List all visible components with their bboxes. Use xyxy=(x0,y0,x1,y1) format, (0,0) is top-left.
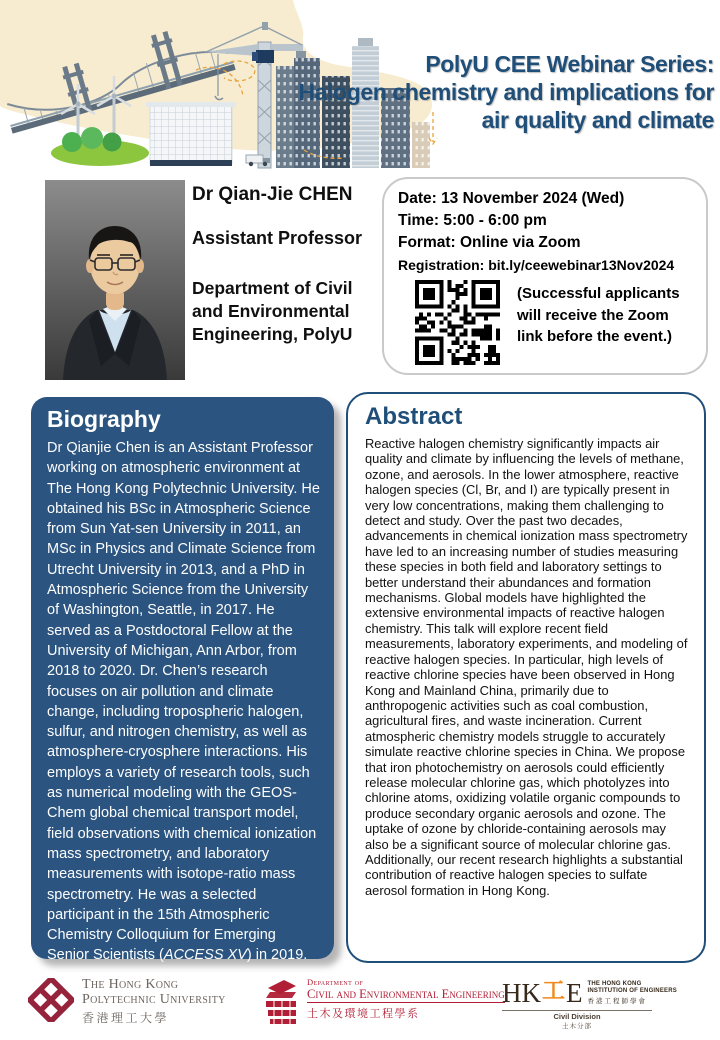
biography-text: Dr Qianjie Chen is an Assistant Professor working on atmospheric environment at The Hong Kong Polytechnic University. He obtained his BSc in Atmospheric Science from Sun Yat-sen University in 2011, an MSc in Physics and Climate Science from Utrecht University in 2013, and a PhD in Atmospheric Science from the University of Washington, Seattle, in 2017. He served as a Postdoctoral Fellow at the University of Michigan, Ann Arbor, from 2018 to 2020. Dr. Chen’s research focuses on air pollution and climate change, including tropospheric halogen, sulfur, and nitrogen chemistry, as well as atmosphere-cryosphere interactions. His employs a variety of research tools, such as numerical modeling with the GEOS-Chem global chemical transport model, field observations with chemical ionization mass spectrometry, and laboratory measurements with isotope-ratio mass spectrometry. He was a selected participant in the 15th Atmospheric Chemistry Colloquium for Emerging Senior Scientists ( xyxy=(47,440,320,964)
footer-logos xyxy=(0,970,720,1040)
event-registration-link[interactable]: Registration: bit.ly/ceewebinar13Nov2024 xyxy=(398,257,675,273)
title-line-2: Halogen chemistry and implications for xyxy=(298,79,714,105)
cee-logo-text xyxy=(307,978,505,1021)
polyu-name-line2: Polytechnic University xyxy=(82,991,226,1007)
polyu-logo xyxy=(28,978,226,1026)
polyu-name-chinese: 香港理工大學 xyxy=(82,1011,170,1025)
abstract-section xyxy=(346,392,706,963)
cee-dept-name: Civil and Environmental Engineering xyxy=(307,987,505,1001)
hkie-name-line1: THE HONG KONG xyxy=(587,981,642,987)
hkie-logo-top xyxy=(502,980,677,1006)
qr-code-icon xyxy=(415,280,500,365)
event-time: Time: 5:00 - 6:00 pm xyxy=(398,212,547,229)
biography-section xyxy=(31,397,334,964)
event-date: Date: 13 November 2024 (Wed) xyxy=(398,190,625,207)
speaker-photo xyxy=(45,180,185,380)
hkie-name-line2: INSTITUTION OF ENGINEERS xyxy=(587,988,677,994)
event-note: (Successful applicants will receive the Zoom link before the event.) xyxy=(517,285,680,345)
cee-blocks-icon xyxy=(262,978,300,1024)
hkie-divider xyxy=(502,1010,652,1011)
cee-dept-of: Department of xyxy=(307,977,364,987)
title-line-3: air quality and climate xyxy=(481,107,714,133)
cee-department-logo xyxy=(262,978,505,1024)
biography-italic-text: ACCESS XV xyxy=(163,947,247,964)
hkie-e: E xyxy=(566,978,583,1008)
hkie-division-block xyxy=(502,1009,652,1030)
poster-title xyxy=(228,50,714,134)
speaker-name: Dr Qian-Jie CHEN xyxy=(192,184,353,205)
biography-body xyxy=(47,438,321,966)
polyu-logo-text xyxy=(82,978,226,1026)
hkie-logo xyxy=(502,980,677,1030)
hkie-symbol-icon: 工 xyxy=(542,978,565,1003)
cee-dept-chinese: 土木及環境工程學系 xyxy=(307,1008,420,1020)
polyu-name-line1: The Hong Kong xyxy=(82,977,179,992)
hkie-name-chinese: 香港工程師學會 xyxy=(587,998,647,1005)
hkie-name-block xyxy=(588,981,677,1005)
hkie-division-zh: 土木分部 xyxy=(562,1023,592,1030)
biography-heading: Biography xyxy=(47,406,161,432)
event-format: Format: Online via Zoom xyxy=(398,234,581,251)
hkie-hk: HK xyxy=(502,978,541,1008)
abstract-heading: Abstract xyxy=(365,403,463,430)
construction-building-icon xyxy=(146,102,236,166)
hkie-wordmark xyxy=(502,980,583,1006)
abstract-body: Reactive halogen chemistry significantly impacts air quality and climate by influencing the levels of methane, ozone, and aerosols. In the lower atmosphere, reactive halogen species (Cl, Br, and I) are typically present in very low concentrations, making them challenging to detect and study. Over the past two decades, advancements in chemical ionization mass spectrometry have led to an increasing number of studies measuring these species in both field and laboratory settings to better understand their abundances and formation mechanisms. Global models have highlighted the extensive environmental impacts of reactive halogen chemistry. This talk will explore recent field measurements, laboratory experiments, and modeling of reactive halogen species. In particular, high levels of reactive chlorine species have been observed in Hong Kong and Mainland China, primarily due to anthropogenic activities such as coal combustion, agricultural fires, and waste incineration. Current atmospheric chemistry models struggle to accurately simulate reactive chlorine species in China. We propose that iron photochemistry on aerosols could efficiently release molecular chlorine gas, which photolyzes into chlorine atoms, oxidizing volatile organic compounds to produce secondary organic aerosols and ozone. The uptake of ozone by chloride-containing aerosols may also be a significant source of molecular chlorine gas. Additionally, our recent research highlights a substantial contribution of reactive halogen species to sulfate aerosol formation in Hong Kong. xyxy=(365,436,688,898)
speaker-info xyxy=(192,184,384,346)
polyu-knot-icon xyxy=(28,978,74,1022)
speaker-role: Assistant Professor xyxy=(192,228,363,248)
hkie-division-en: Civil Division xyxy=(553,1012,601,1021)
title-line-1: PolyU CEE Webinar Series: xyxy=(425,51,714,77)
speaker-affiliation: Department of Civil and Environmental Engineering, PolyU xyxy=(192,278,353,344)
event-details-box xyxy=(382,177,708,375)
biography-text-end: ) in 2019. xyxy=(246,947,308,964)
